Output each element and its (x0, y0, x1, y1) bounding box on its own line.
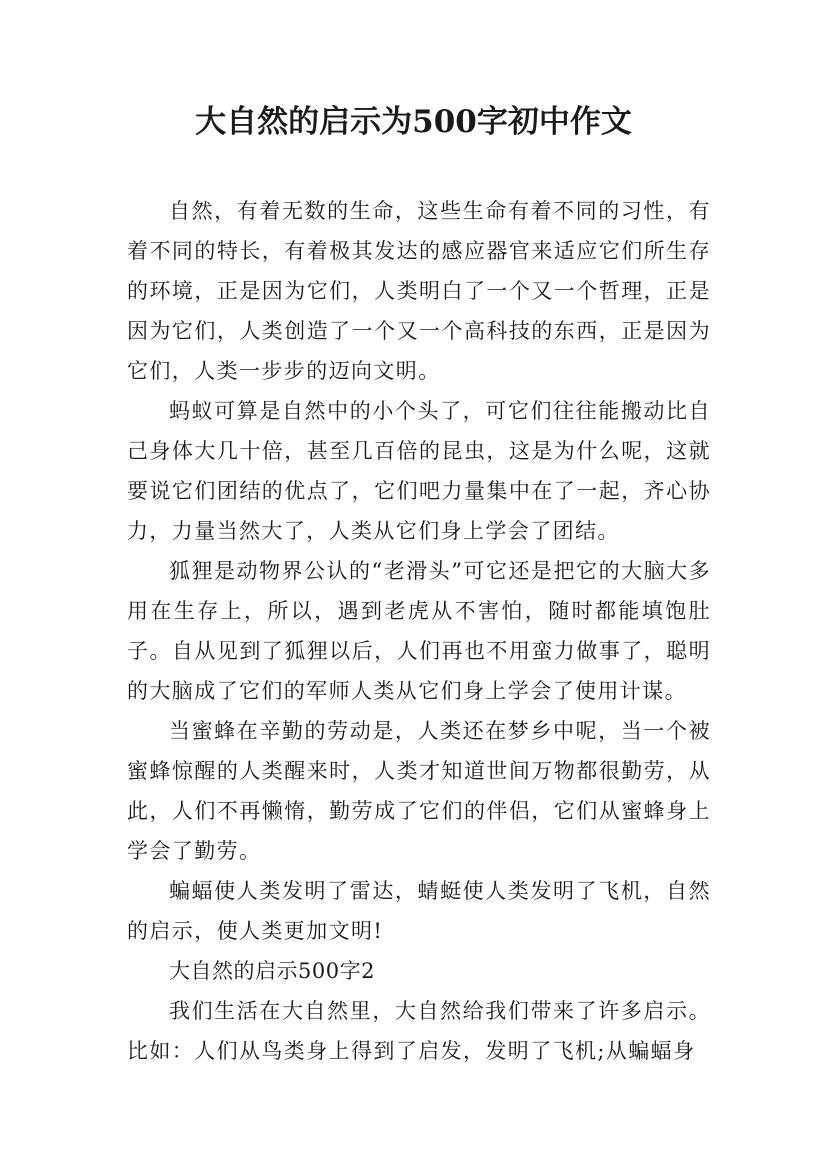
paragraph-2: 蚂蚁可算是自然中的小个头了，可它们往往能搬动比自己身体大几十倍，甚至几百倍的昆虫，这是为什么呢，这就要说它们团结的优点了，它们吧力量集中在了一起，齐心协力，力量当然大了，人类从它们身上学会了团结。 (127, 399, 711, 543)
section-subheading: 大自然的启示500字2 (169, 959, 375, 983)
document-title: 大自然的启示为500字初中作文 (195, 104, 632, 140)
paragraph-5: 蝙蝠使人类发明了雷达，蜻蜓使人类发明了飞机，自然的启示，使人类更加文明! (127, 879, 711, 943)
paragraph-continuation: 我们生活在大自然里，大自然给我们带来了许多启示。比如：人们从鸟类身上得到了启发，发明了飞机;从蝙蝠身 (127, 999, 711, 1063)
document-body (127, 191, 711, 1071)
paragraph-1: 自然，有着无数的生命，这些生命有着不同的习性，有着不同的特长，有着极其发达的感应器官来适应它们所生存的环境，正是因为它们，人类明白了一个又一个哲理，正是因为它们，人类创造了一个又一个高科技的东西，正是因为它们，人类一步步的迈向文明。 (127, 199, 711, 383)
paragraph-3: 狐狸是动物界公认的“老滑头”可它还是把它的大脑大多用在生存上，所以，遇到老虎从不害怕，随时都能填饱肚子。自从见到了狐狸以后，人们再也不用蛮力做事了，聪明的大脑成了它们的军师人类从它们身上学会了使用计谋。 (127, 559, 711, 703)
paragraph-4: 当蜜蜂在辛勤的劳动是，人类还在梦乡中呢，当一个被蜜蜂惊醒的人类醒来时，人类才知道世间万物都很勤劳，从此，人们不再懒惰，勤劳成了它们的伴侣，它们从蜜蜂身上学会了勤劳。 (127, 719, 711, 863)
